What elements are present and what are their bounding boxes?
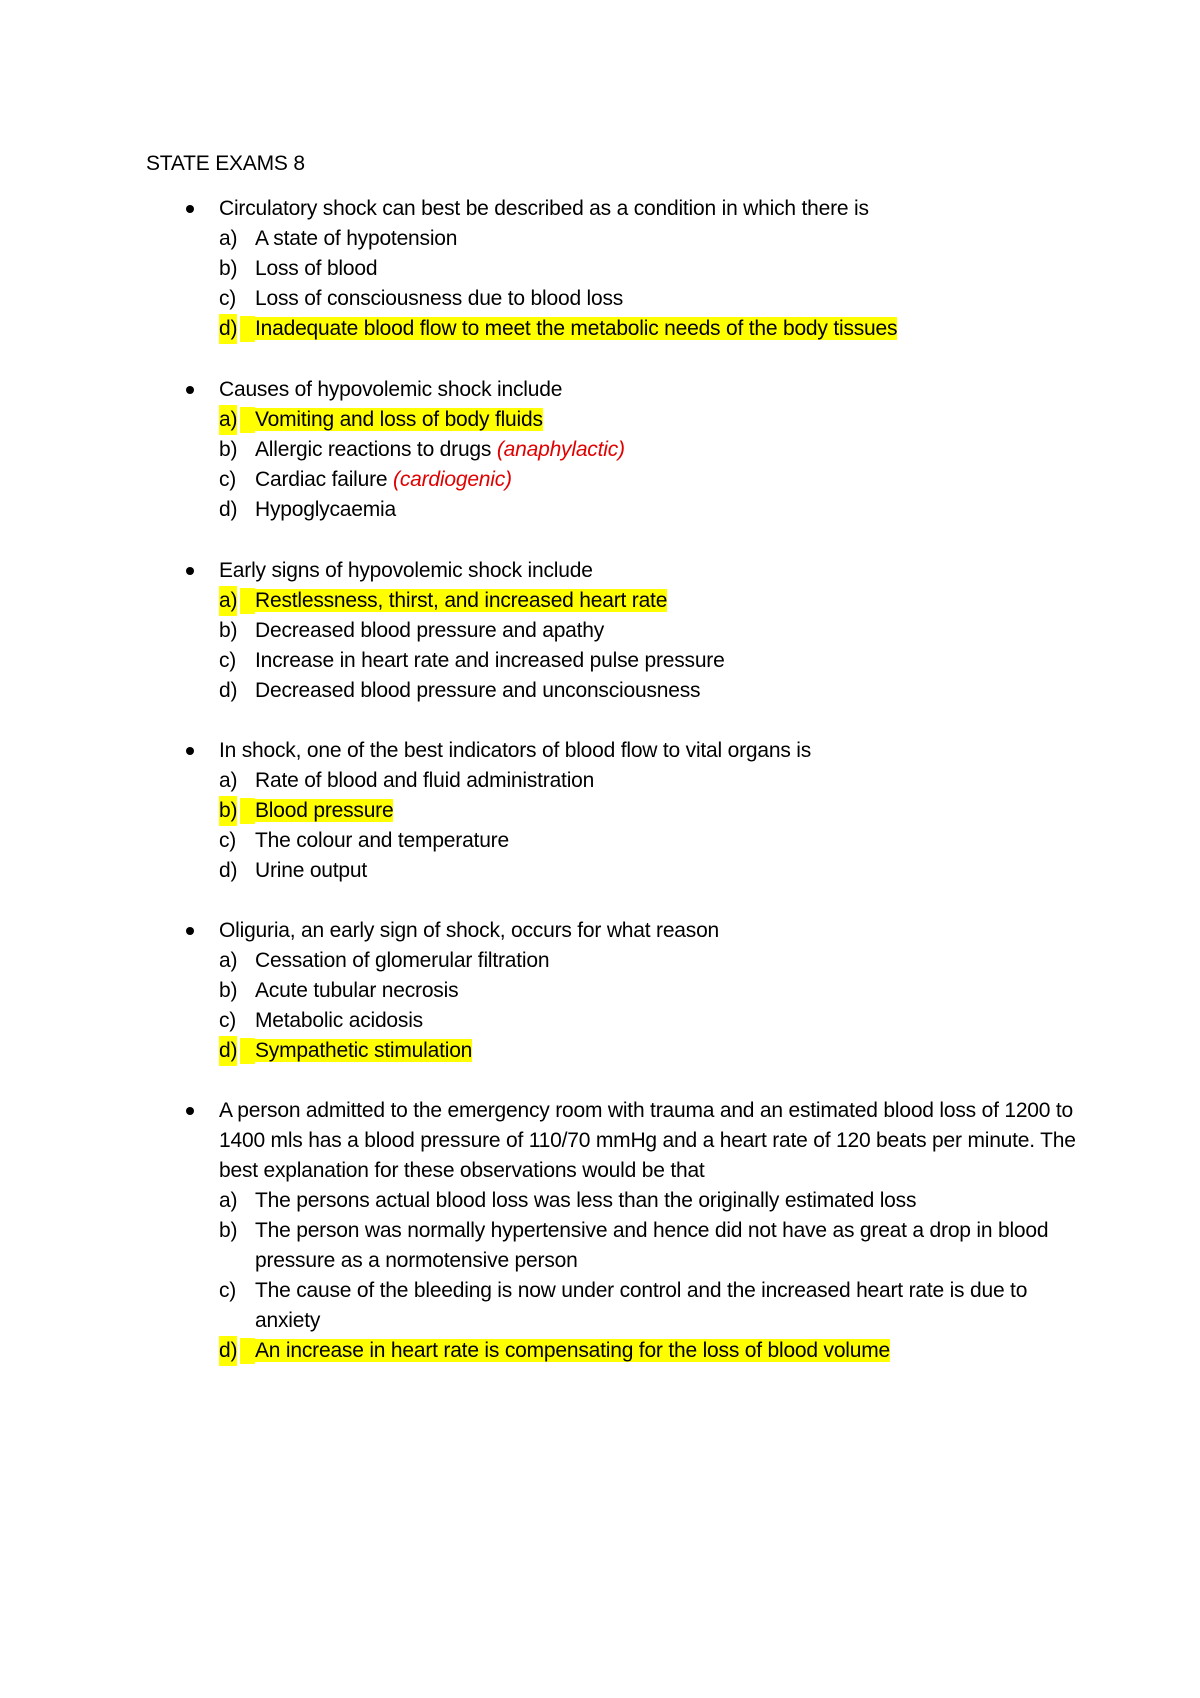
option-text: A state of hypotension [255, 227, 458, 250]
option-text: Metabolic acidosis [255, 1009, 423, 1032]
option-letter: d) [219, 859, 238, 882]
answer-option-c [146, 826, 1076, 856]
answer-option-b [146, 1216, 1076, 1276]
bullet-icon [186, 1107, 194, 1115]
option-letter: c) [219, 1009, 237, 1032]
option-text: An increase in heart rate is compensating for the loss of blood volume [255, 1339, 891, 1362]
question-stem: Causes of hypovolemic shock include [146, 375, 1076, 405]
answer-option-c [146, 1006, 1076, 1036]
option-letter: a) [219, 227, 238, 250]
option-letter: c) [219, 829, 237, 852]
answer-option-c [146, 1276, 1076, 1336]
answer-option-d-highlighted [146, 314, 1076, 344]
question-stem: Early signs of hypovolemic shock include [146, 556, 1076, 586]
option-letter: d) [219, 1336, 237, 1366]
option-text: The cause of the bleeding is now under control and the increased heart rate is due to anxiety [255, 1279, 1028, 1332]
option-letter: b) [219, 1219, 238, 1242]
question-stem: In shock, one of the best indicators of blood flow to vital organs is [146, 736, 1076, 766]
option-text: Decreased blood pressure and unconsciousness [255, 679, 701, 702]
option-text: The person was normally hypertensive and hence did not have as great a drop in blood pressure as a normotensive person [255, 1219, 1049, 1272]
answer-option-d [146, 495, 1076, 525]
option-text: Restlessness, thirst, and increased heart rate [255, 589, 668, 612]
answer-option-d [146, 676, 1076, 706]
option-letter: a) [219, 949, 238, 972]
option-letter: a) [219, 769, 238, 792]
answer-option-c [146, 284, 1076, 314]
answer-option-b [146, 616, 1076, 646]
answer-option-d-highlighted [146, 1336, 1076, 1366]
option-text: Decreased blood pressure and apathy [255, 619, 605, 642]
option-note: (cardiogenic) [393, 468, 512, 491]
question-4 [146, 736, 1076, 886]
option-text: Inadequate blood flow to meet the metabolic needs of the body tissues [255, 317, 898, 340]
question-stem: A person admitted to the emergency room with trauma and an estimated blood loss of 1200 to 1400 mls has a blood pressure of 110/70 mmHg and a heart rate of 120 beats per minute. The best explanation for these observations would be that [146, 1096, 1076, 1186]
option-text: Cessation of glomerular filtration [255, 949, 550, 972]
option-letter: c) [219, 1279, 237, 1302]
answer-option-d-highlighted [146, 1036, 1076, 1066]
option-text: Sympathetic stimulation [255, 1039, 473, 1062]
bullet-icon [186, 927, 194, 935]
option-text: Urine output [255, 859, 368, 882]
option-letter: d) [219, 1036, 237, 1066]
question-3 [146, 556, 1076, 706]
bullet-icon [186, 747, 194, 755]
bullet-icon [186, 205, 194, 213]
answer-option-c [146, 646, 1076, 676]
option-text: Rate of blood and fluid administration [255, 769, 595, 792]
option-letter: d) [219, 679, 238, 702]
question-2 [146, 375, 1076, 525]
option-letter: b) [219, 257, 238, 280]
option-text: Hypoglycaemia [255, 498, 396, 521]
option-text: The persons actual blood loss was less than the originally estimated loss [255, 1189, 917, 1212]
option-letter: a) [219, 405, 237, 435]
answer-option-a [146, 766, 1076, 796]
answer-option-a [146, 946, 1076, 976]
option-text: Loss of blood [255, 257, 378, 280]
option-text: Blood pressure [255, 799, 394, 822]
document-title: STATE EXAMS 8 [146, 152, 305, 175]
option-text: Acute tubular necrosis [255, 979, 459, 1002]
question-stem: Circulatory shock can best be described as a condition in which there is [146, 194, 1076, 224]
option-letter: d) [219, 314, 237, 344]
answer-option-a-highlighted [146, 586, 1076, 616]
answer-option-b [146, 976, 1076, 1006]
option-text: The colour and temperature [255, 829, 509, 852]
option-note: (anaphylactic) [496, 438, 625, 461]
option-letter: d) [219, 498, 238, 521]
option-letter: c) [219, 287, 237, 310]
option-text: Vomiting and loss of body fluids [255, 408, 543, 431]
answer-option-c [146, 465, 1076, 495]
question-5 [146, 916, 1076, 1066]
question-1 [146, 194, 1076, 344]
option-letter: a) [219, 586, 237, 616]
option-text: Cardiac failure [255, 468, 388, 491]
answer-option-b [146, 254, 1076, 284]
answer-option-b-highlighted [146, 796, 1076, 826]
option-letter: c) [219, 649, 237, 672]
answer-option-d [146, 856, 1076, 886]
option-text: Increase in heart rate and increased pulse pressure [255, 649, 725, 672]
option-letter: a) [219, 1189, 238, 1212]
option-letter: b) [219, 619, 238, 642]
option-letter: c) [219, 468, 237, 491]
option-letter: b) [219, 979, 238, 1002]
answer-option-b [146, 435, 1076, 465]
bullet-icon [186, 386, 194, 394]
answer-option-a [146, 224, 1076, 254]
answer-option-a-highlighted [146, 405, 1076, 435]
option-letter: b) [219, 438, 238, 461]
bullet-icon [186, 567, 194, 575]
answer-option-a [146, 1186, 1076, 1216]
question-6 [146, 1096, 1076, 1366]
question-stem: Oliguria, an early sign of shock, occurs for what reason [146, 916, 1076, 946]
option-text: Loss of consciousness due to blood loss [255, 287, 624, 310]
option-letter: b) [219, 796, 237, 826]
option-text: Allergic reactions to drugs [255, 438, 492, 461]
